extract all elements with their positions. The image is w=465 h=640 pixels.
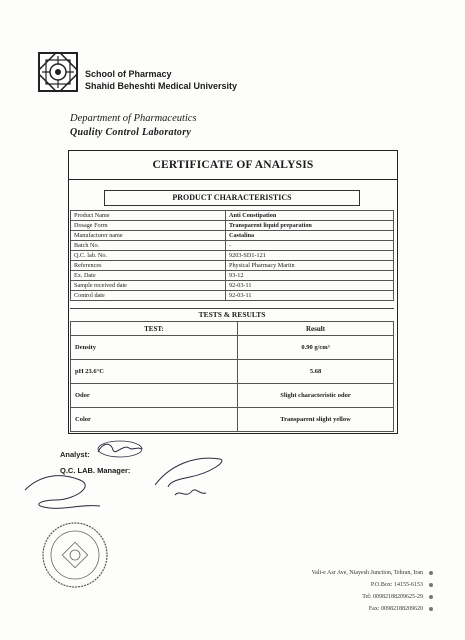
test-row: [71, 360, 394, 384]
university-title: Shahid Beheshti Medical University: [85, 81, 238, 91]
test-result: Transparent slight yellow: [238, 408, 394, 432]
fax-line: Fax: 00982188209620: [312, 603, 434, 615]
bullet-icon: [429, 571, 433, 575]
lab-name: Quality Control Laboratory: [70, 127, 192, 138]
university-logo: [38, 52, 78, 92]
analyst-signature: [95, 438, 145, 460]
characteristic-label: Ex. Date: [71, 271, 226, 281]
test-row: [71, 408, 394, 432]
certificate-title-box: [68, 150, 398, 180]
test-name: pH 23.6°C: [71, 360, 238, 384]
characteristic-label: Dosage Form: [71, 221, 226, 231]
manager-label: Q.C. LAB. Manager:: [60, 466, 131, 475]
product-characteristics-heading: PRODUCT CHARACTERISTICS: [104, 190, 360, 206]
characteristic-label: Control date: [71, 291, 226, 301]
tests-header-row: [71, 322, 394, 336]
bullet-icon: [429, 607, 433, 611]
test-name: Odor: [71, 384, 238, 408]
characteristic-row: [71, 241, 394, 251]
test-row: [71, 384, 394, 408]
test-row: [71, 336, 394, 360]
test-name: Color: [71, 408, 238, 432]
department-name: Department of Pharmaceutics: [70, 113, 197, 124]
certificate-title: CERTIFICATE OF ANALYSIS: [152, 159, 314, 171]
characteristic-label: References: [71, 261, 226, 271]
characteristic-value: -: [226, 241, 394, 251]
tests-results-heading: TESTS & RESULTS: [70, 308, 394, 321]
characteristic-label: Q.C. lab. No.: [71, 251, 226, 261]
official-stamp: [40, 520, 110, 590]
characteristic-row: [71, 211, 394, 221]
department-block: [70, 112, 197, 140]
address-line: Vali-e Asr Ave, Niayesh Junction, Tehran, Iran: [312, 567, 434, 579]
test-name: Density: [71, 336, 238, 360]
result-column-header: Result: [238, 322, 394, 336]
characteristic-value: 92-03-11: [226, 291, 394, 301]
characteristic-row: [71, 271, 394, 281]
test-result: 0.90 g/cm³: [238, 336, 394, 360]
test-column-header: TEST:: [71, 322, 238, 336]
characteristic-row: [71, 231, 394, 241]
characteristic-value: Anti Constipation: [226, 211, 394, 221]
characteristic-value: 9203-SD1-121: [226, 251, 394, 261]
address-block: [312, 567, 434, 615]
characteristic-label: Batch No.: [71, 241, 226, 251]
characteristic-value: 92-03-11: [226, 281, 394, 291]
test-result: 5.68: [238, 360, 394, 384]
characteristic-value: Castalina: [226, 231, 394, 241]
characteristic-value: 93-12: [226, 271, 394, 281]
scribble-signature: [20, 470, 110, 515]
school-name: School of Pharmacy: [85, 69, 172, 79]
tel-line: Tel: 00982188209625-29: [312, 591, 434, 603]
characteristic-value: Transparent liquid preparation: [226, 221, 394, 231]
tests-table: [70, 321, 394, 432]
bullet-icon: [429, 583, 433, 587]
pobox-line: P.O.Box: 14155-6153: [312, 579, 434, 591]
analyst-label: Analyst:: [60, 450, 90, 459]
characteristic-row: [71, 251, 394, 261]
characteristic-row: [71, 281, 394, 291]
characteristic-row: [71, 291, 394, 301]
characteristic-label: Manufacturer name: [71, 231, 226, 241]
characteristic-row: [71, 261, 394, 271]
characteristic-label: Sample received date: [71, 281, 226, 291]
university-name: [85, 68, 237, 92]
characteristics-table: [70, 210, 394, 301]
characteristic-label: Product Name: [71, 211, 226, 221]
characteristic-value: Physical Pharmacy Martin: [226, 261, 394, 271]
characteristic-row: [71, 221, 394, 231]
manager-signature: [150, 455, 230, 505]
test-result: Slight characteristic odor: [238, 384, 394, 408]
bullet-icon: [429, 595, 433, 599]
